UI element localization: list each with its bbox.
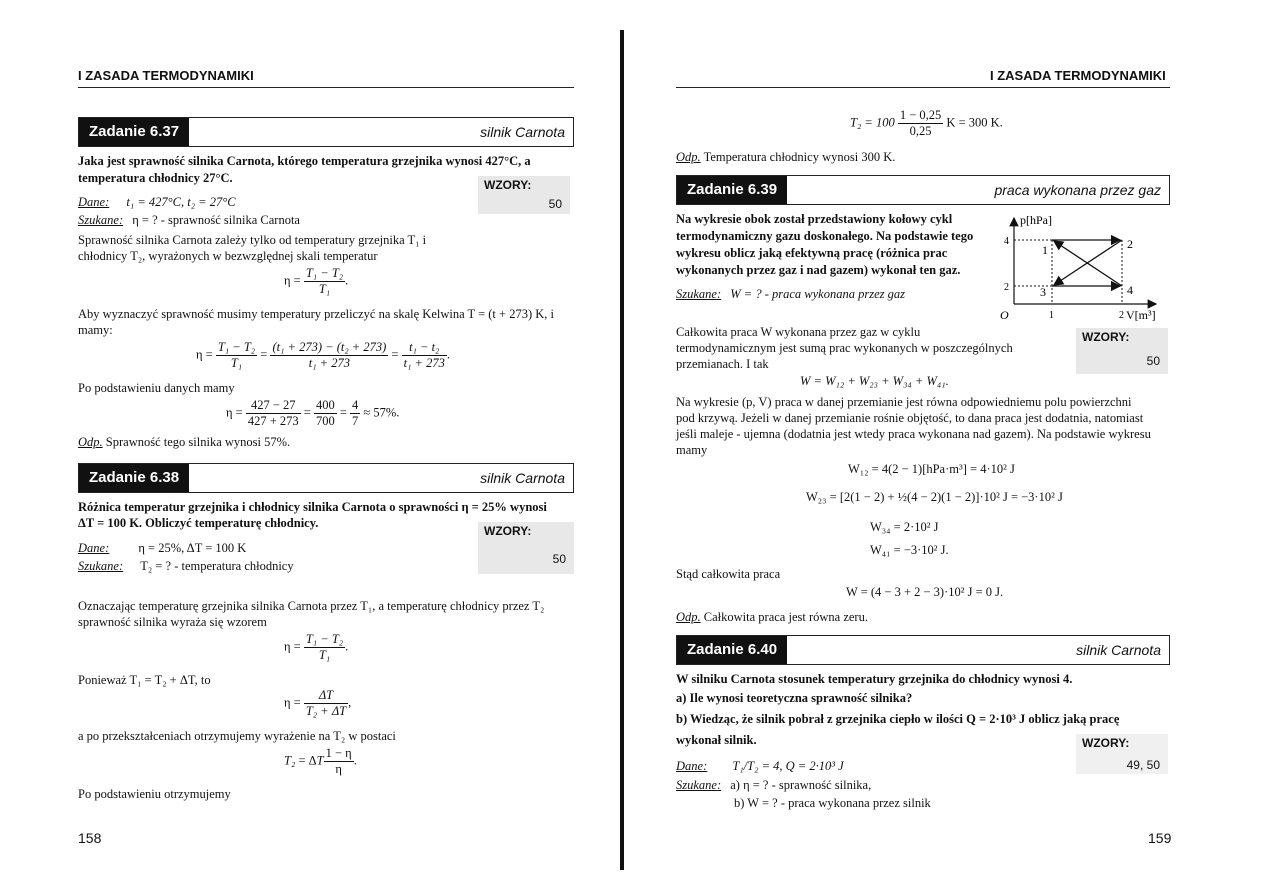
formula-eta-delta: η = $\frac{\Delta T}{\text{T₂ + ΔT}}$ ,: [284, 688, 352, 718]
task-6-37-subtitle: silnik Carnota: [480, 124, 565, 140]
task-6-37-text-3: Po podstawieniu danych mamy: [78, 381, 235, 395]
wzory-label: WZORY:: [1082, 330, 1130, 344]
formula-w41: W₄₁ = −3·10² J.: [870, 543, 949, 557]
graph-ylabel: p[hPa]: [1020, 213, 1052, 227]
szukane-label: Szukane:: [676, 778, 722, 792]
top-eq-num: 1 − 0,25: [899, 108, 942, 122]
task-6-40-subtitle: silnik Carnota: [1076, 642, 1161, 658]
graph-point-3: 3: [1040, 285, 1046, 299]
top-eq-prefix: T₂ = 100: [850, 115, 895, 130]
task-6-40-q4: wykonał silnik.: [676, 733, 757, 747]
formula-w-total: W = (4 − 3 + 2 − 3)·10² J = 0 J.: [846, 585, 1004, 599]
task-6-39-q2: termodynamiczny gazu doskonałego. Na podstawie tego: [676, 229, 974, 243]
formula-t2: T₂ = ΔT $\frac{1 - \eta}{\eta}$ .: [284, 746, 357, 776]
task-6-39-q4: wykonanych przez gaz i nad gazem) wykonał ten gaz.: [676, 263, 961, 277]
task-6-38-dane: [78, 540, 246, 557]
task-6-40-q2: a) Ile wynosi teoretyczna sprawność silnika?: [676, 691, 913, 705]
task-6-38-text-2: Ponieważ T₁ = T₂ + ΔT, to: [78, 673, 211, 687]
top-eq-den: 0,25: [909, 124, 932, 138]
task-6-39-tag: Zadanie 6.39: [677, 176, 787, 204]
task-6-39-wzory-box: [1076, 328, 1168, 374]
task-6-39-banner: [676, 175, 1170, 205]
task-6-39-text-3: Stąd całkowita praca: [676, 567, 781, 581]
szukane-label: Szukane:: [78, 213, 124, 227]
task-6-40-dane: [676, 758, 844, 775]
top-eq-suffix: K = 300 K.: [946, 115, 1003, 130]
formula-eta-numeric: η = $\frac{427 - 27}{427 + 273}$ = $\frac{400}{700}$ = $\frac{4}{7}$ ≈ 57%.: [226, 398, 400, 428]
answer-text: Sprawność tego silnika wynosi 57%.: [105, 435, 291, 449]
graph-tick-y4: 4: [1004, 236, 1009, 247]
header-rule-right: [676, 87, 1170, 88]
task-6-39-text-1b: termodynamicznym jest sumą prac wykonanych w poszczególnych: [676, 341, 1013, 355]
task-6-39-q3: wykresu oblicz jaką efektywną pracę (różnica prac: [676, 246, 948, 260]
task-6-38-banner: [78, 463, 574, 493]
task-6-39-text-2b: pod krzywą. Jeżeli w danej przemianie rośnie objętość, to dana praca jest dodatnia, natomiast: [676, 411, 1144, 425]
task-6-40-szukane-b: b) W = ? - praca wykonana przez silnik: [734, 796, 931, 810]
szukane-value: W = ? - praca wykonana przez gaz: [730, 287, 905, 301]
task-6-40-q1: W silniku Carnota stosunek temperatury grzejnika do chłodnicy wynosi 4.: [676, 672, 1073, 686]
szukane-value: T₂ = ? - temperatura chłodnicy: [140, 559, 294, 573]
task-6-38-text-4: Po podstawieniu otrzymujemy: [78, 787, 231, 801]
task-6-37-text-2b: mamy:: [78, 323, 113, 337]
task-6-40-szukane: [676, 777, 871, 794]
task-6-38-subtitle: silnik Carnota: [480, 470, 565, 486]
task-6-39-text-1c: przemianach. I tak: [676, 357, 769, 371]
answer-text: Całkowita praca jest równa zeru.: [703, 610, 868, 624]
page-header-right: I ZASADA TERMODYNAMIKI: [990, 68, 1166, 83]
task-6-39-text-2a: Na wykresie (p, V) praca w danej przemianie jest równa odpowiedniemu polu powierzchni: [676, 395, 1132, 409]
task-6-37-szukane: [78, 212, 300, 229]
page-number-left: 158: [78, 830, 102, 846]
graph-point-2: 2: [1127, 237, 1133, 251]
task-6-39-q1: Na wykresie obok został przedstawiony kołowy cykl: [676, 212, 953, 226]
task-6-37-tag: Zadanie 6.37: [79, 118, 189, 146]
top-answer: [676, 149, 895, 166]
formula-eta-638: η = $\frac{\text{T₁ − T₂}}{\text{T₁}}$ .: [284, 632, 349, 662]
graph-tick-x2: 2: [1119, 310, 1124, 321]
task-6-37-wzory-box: [478, 176, 570, 214]
task-6-38-text-1a: Oznaczając temperaturę grzejnika silnika Carnota przez T₁, a temperaturę chłodnicy przez T₂: [78, 599, 545, 613]
wzory-value: 50: [548, 197, 562, 211]
page-header-left: I ZASADA TERMODYNAMIKI: [78, 68, 254, 83]
szukane-value: η = ? - sprawność silnika Carnota: [132, 213, 300, 227]
dane-value: t₁ = 427°C, t₂ = 27°C: [126, 195, 236, 209]
dane-label: Dane:: [676, 759, 708, 773]
task-6-39-szukane: [676, 286, 905, 303]
answer-label: Odp.: [676, 610, 701, 624]
task-6-40-banner: [676, 635, 1170, 665]
wzory-value: 50: [1146, 354, 1160, 368]
formula-w34: W₃₄ = 2·10² J: [870, 520, 939, 534]
dane-value: T₁/T₂ = 4, Q = 2·10³ J: [732, 759, 844, 773]
graph-xlabel: V[m³]: [1126, 308, 1156, 322]
answer-label: Odp.: [78, 435, 103, 449]
task-6-38-tag: Zadanie 6.38: [79, 464, 189, 492]
wzory-value: 50: [552, 552, 566, 566]
formula-eta-carnot: η = $\frac{\text{T₁ − T₂}}{\text{T₁}}$ .: [284, 266, 349, 296]
task-6-38-question-line1: Różnica temperatur grzejnika i chłodnicy silnika Carnota o sprawności η = 25% wynosi: [78, 500, 547, 514]
formula-w23: W₂₃ = [2(1 − 2) + ½(4 − 2)(1 − 2)]·10² J = −3·10² J: [806, 490, 1063, 504]
graph-origin: O: [1000, 308, 1009, 322]
task-6-40-tag: Zadanie 6.40: [677, 636, 787, 664]
task-6-37-text-2a: Aby wyznaczyć sprawność musimy temperatury przeliczyć na skalę Kelwina T = (t + 273) K, i: [78, 307, 554, 321]
task-6-40-wzory-box: [1076, 734, 1168, 774]
answer-text: Temperatura chłodnicy wynosi 300 K.: [703, 150, 896, 164]
task-6-37-question-line1: Jaka jest sprawność silnika Carnota, którego temperatura grzejnika wynosi 427°C, a: [78, 154, 531, 168]
graph-point-4: 4: [1127, 283, 1133, 297]
szukane-value-a: a) η = ? - sprawność silnika,: [730, 778, 872, 792]
task-6-37-banner: [78, 117, 574, 147]
process-4-1: [1054, 241, 1122, 286]
task-6-40-q3: b) Wiedząc, że silnik pobrał z grzejnika ciepło w ilości Q = 2·10³ J oblicz jaką pracę: [676, 712, 1120, 726]
task-6-38-wzory-box: [478, 522, 574, 574]
task-6-37-dane: [78, 194, 236, 211]
formula-w12: W₁₂ = 4(2 − 1)[hPa·m³] = 4·10² J: [848, 462, 1015, 476]
task-6-39-text-2c: jeśli maleje - ujemna (dodatnia jest wtedy praca wykonana nad gazem). Na podstawie wykresu: [676, 427, 1151, 441]
graph-tick-y2: 2: [1004, 282, 1009, 293]
wzory-label: WZORY:: [484, 524, 532, 538]
task-6-39-text-2d: mamy: [676, 443, 708, 457]
task-6-38-text-1b: sprawność silnika wyraża się wzorem: [78, 615, 267, 629]
process-2-3: [1054, 240, 1122, 285]
wzory-label: WZORY:: [1082, 736, 1130, 750]
dane-value: η = 25%, ΔT = 100 K: [138, 541, 247, 555]
task-6-38-szukane: [78, 558, 294, 575]
graph-point-1: 1: [1042, 243, 1048, 257]
task-6-37-text-1a: Sprawność silnika Carnota zależy tylko od temperatury grzejnika T₁ i: [78, 233, 427, 247]
task-6-39-answer: [676, 609, 868, 626]
task-6-38-text-3: a po przekształceniach otrzymujemy wyrażenie na T₂ w postaci: [78, 729, 396, 743]
graph-tick-x1: 1: [1049, 310, 1054, 321]
task-6-37-text-1b: chłodnicy T₂, wyrażonych w bezwzględnej skali temperatur: [78, 249, 378, 263]
task-6-37-answer: [78, 434, 290, 451]
dane-label: Dane:: [78, 195, 110, 209]
szukane-label: Szukane:: [78, 559, 124, 573]
formula-t2-result: [850, 108, 1003, 139]
wzory-value: 49, 50: [1126, 758, 1160, 772]
pv-cycle-graph: [996, 208, 1168, 324]
book-spine: [620, 30, 624, 870]
task-6-39-text-1a: Całkowita praca W wykonana przez gaz w cyklu: [676, 325, 921, 339]
dane-label: Dane:: [78, 541, 110, 555]
formula-eta-kelvin: η = $\frac{\text{T₁ − T₂}}{\text{T₁}}$ = $\frac{\text{(t₁ + 273) − (t₂ + 273)}}{\text{t₁ + 273}}$ = $\frac{\text{t₁ − t₂}}{\text{t₁ + 273}}$ .: [196, 340, 450, 370]
task-6-37-question-line2: temperatura chłodnicy 27°C.: [78, 171, 233, 185]
szukane-label: Szukane:: [676, 287, 722, 301]
task-6-38-question-line2: ΔT = 100 K. Obliczyć temperaturę chłodnicy.: [78, 516, 319, 530]
page-number-right: 159: [1148, 830, 1172, 846]
formula-w-sum: W = W₁₂ + W₂₃ + W₃₄ + W₄₁.: [800, 374, 949, 388]
task-6-39-subtitle: praca wykonana przez gaz: [994, 182, 1161, 198]
header-rule-left: [78, 87, 574, 88]
wzory-label: WZORY:: [484, 178, 532, 192]
answer-label: Odp.: [676, 150, 701, 164]
